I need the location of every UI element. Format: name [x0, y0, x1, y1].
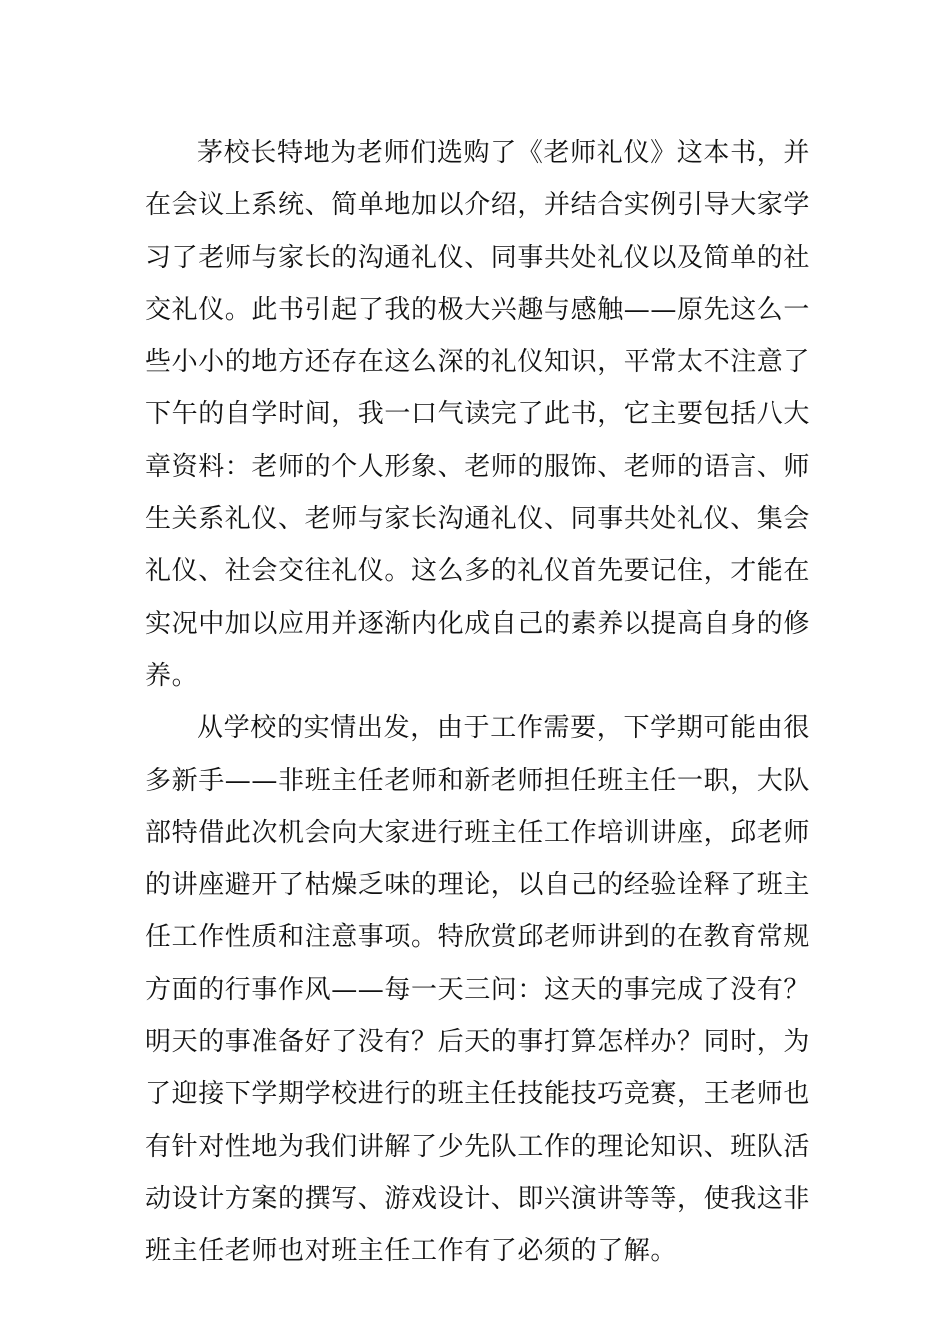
paragraph-1: 茅校长特地为老师们选购了《老师礼仪》这本书，并在会议上系统、简单地加以介绍，并结合实例引导大家学习了老师与家长的沟通礼仪、同事共处礼仪以及简单的社交礼仪。此书引起了我的极大兴趣与感触——原先这么一些小小的地方还存在这么深的礼仪知识，平常太不注意了下午的自学时间，我一口气读完了此书，它主要包括八大章资料：老师的个人形象、老师的服饰、老师的语言、师生关系礼仪、老师与家长沟通礼仪、同事共处礼仪、集会礼仪、社会交往礼仪。这么多的礼仪首先要记住，才能在实况中加以应用并逐渐内化成自己的素养以提高自身的修养。: [145, 138, 811, 691]
paragraph-2: 从学校的实情出发，由于工作需要，下学期可能由很多新手——非班主任老师和新老师担任班主任一职，大队部特借此次机会向大家进行班主任工作培训讲座，邱老师的讲座避开了枯燥乏味的理论，以自己的经验诠释了班主任工作性质和注意事项。特欣赏邱老师讲到的在教育常规方面的行事作风——每一天三问：这天的事完成了没有？明天的事准备好了没有？后天的事打算怎样办？同时，为了迎接下学期学校进行的班主任技能技巧竞赛，王老师也有针对性地为我们讲解了少先队工作的理论知识、班队活动设计方案的撰写、游戏设计、即兴演讲等等，使我这非班主任老师也对班主任工作有了必须的了解。: [145, 713, 811, 1267]
document-body: [145, 127, 810, 1278]
